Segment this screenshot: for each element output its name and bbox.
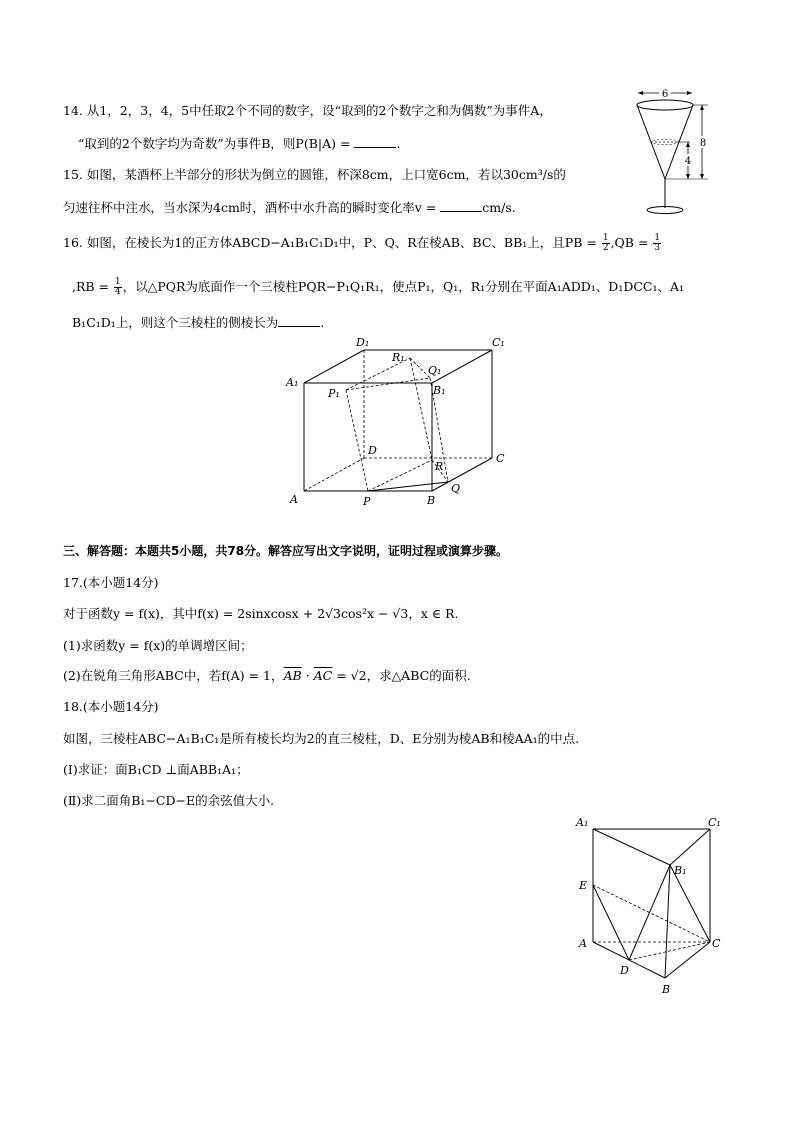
q14-line2-text: “取到的2个数字均为奇数”为事件B，则P(B|A) = (78, 136, 355, 151)
pb-num: 1 (602, 233, 609, 243)
q16-answer-blank[interactable] (278, 314, 320, 327)
prism-label-C1: C₁ (708, 816, 721, 829)
cube-figure (280, 334, 520, 514)
pb-fraction (602, 234, 610, 253)
qb-text: ,QB = (610, 235, 649, 250)
q15-line2-text: 匀速往杯中注水，当水深为4cm时，酒杯中水升高的瞬时变化率v = (63, 200, 441, 215)
qb-den: 3 (654, 243, 661, 253)
q16-line1-text: 16. 如图，在棱长为1的正方体ABCD−A₁B₁C₁D₁中，P、Q、R在棱AB、BC、BB₁上，且PB = (63, 235, 597, 250)
label-R: R (435, 460, 444, 473)
dot-operator: · (301, 668, 314, 683)
q17-stem: 对于函数y = f(x)，其中f(x) = 2sinxcosx + 2√3cos²x − √3，x ∈ R. (63, 606, 459, 621)
water-depth-label: 4 (684, 156, 692, 167)
label-Q: Q (451, 482, 461, 495)
rb-den: 4 (115, 287, 121, 297)
prism-label-C: C (712, 937, 721, 950)
q14-line2-end: . (396, 136, 401, 151)
q17-part2 (63, 668, 471, 684)
glass-depth-label: 8 (699, 138, 707, 149)
label-D: D (368, 444, 377, 457)
q17-part2-post: = √2，求△ABC的面积. (332, 668, 471, 683)
prism-label-D: D (620, 964, 629, 977)
label-A1: A₁ (286, 376, 299, 389)
label-P: P (363, 495, 371, 508)
q18-title: 18.(本小题14分) (63, 699, 159, 714)
prism-label-E: E (579, 879, 588, 892)
section3-heading: 三、解答题：本题共5小题，共78分。解答应写出文字说明，证明过程或演算步骤。 (63, 544, 509, 558)
prism-label-B: B (662, 983, 671, 996)
label-B1: B₁ (433, 384, 446, 397)
q17-part2-pre: (2)在锐角三角形ABC中，若f(A) = 1， (63, 668, 284, 683)
label-P1: P₁ (328, 387, 340, 400)
q16-line2-post: ，以△PQR为底面作一个三棱柱PQR−P₁Q₁R₁，使点P₁，Q₁，R₁分别在平面A₁ADD₁、D₁DCC₁、A₁ (122, 279, 685, 294)
q15-answer-blank[interactable] (440, 199, 482, 212)
q17-part1: (1)求函数y = f(x)的单调增区间； (63, 638, 253, 653)
q16-line3-text: B₁C₁D₁上，则这个三棱柱的侧棱长为 (72, 315, 279, 330)
glass-width-label: 6 (661, 89, 669, 100)
label-B: B (427, 494, 436, 507)
rb-num: 1 (115, 277, 121, 287)
prism-label-B1: B₁ (674, 864, 687, 877)
q15-line2 (63, 199, 516, 216)
q15-line2-unit: cm/s. (482, 200, 516, 215)
q18-stem: 如图，三棱柱ABC−A₁B₁C₁是所有棱长均为2的直三棱柱，D、E分别为棱AB和棱AA₁的中点. (63, 731, 580, 746)
q17-title: 17.(本小题14分) (63, 575, 159, 590)
label-Q1: Q₁ (428, 364, 442, 377)
label-D1: D₁ (356, 336, 370, 349)
q14-line2 (78, 135, 400, 152)
q14-line1: 14. 从1，2，3，4，5中任取2个不同的数字，设“取到的2个数字之和为偶数”为事件A， (63, 103, 552, 118)
q15-line1: 15. 如图，某酒杯上半部分的形状为倒立的圆锥，杯深8cm，上口宽6cm，若以30cm³/s的 (63, 167, 566, 182)
label-R1: R₁ (392, 351, 405, 364)
vector-AC: $\overline{AC}$ (313, 668, 333, 683)
pb-den: 2 (602, 243, 609, 253)
label-C1: C₁ (492, 336, 505, 349)
q16-line1 (63, 234, 662, 253)
q18-part2: (Ⅱ)求二面角B₁−CD−E的余弦值大小. (63, 793, 275, 808)
label-A: A (290, 493, 298, 506)
q16-line3 (72, 314, 324, 331)
vector-AB: $\overline{AB}$ (283, 668, 302, 683)
q14-answer-blank[interactable] (354, 135, 396, 148)
q16-line2 (72, 278, 684, 297)
qb-fraction (653, 234, 661, 253)
label-C: C (496, 452, 505, 465)
wine-glass-figure (628, 84, 718, 218)
prism-label-A: A (579, 937, 587, 950)
prism-figure (570, 810, 730, 1000)
qb-num: 1 (654, 233, 661, 243)
prism-label-A1: A₁ (576, 816, 589, 829)
q18-part1: (Ⅰ)求证：面B₁CD ⊥面ABB₁A₁； (63, 762, 249, 777)
q16-line3-end: . (320, 315, 325, 330)
q16-line2-pre: ,RB = (72, 279, 110, 294)
rb-fraction (114, 278, 122, 297)
